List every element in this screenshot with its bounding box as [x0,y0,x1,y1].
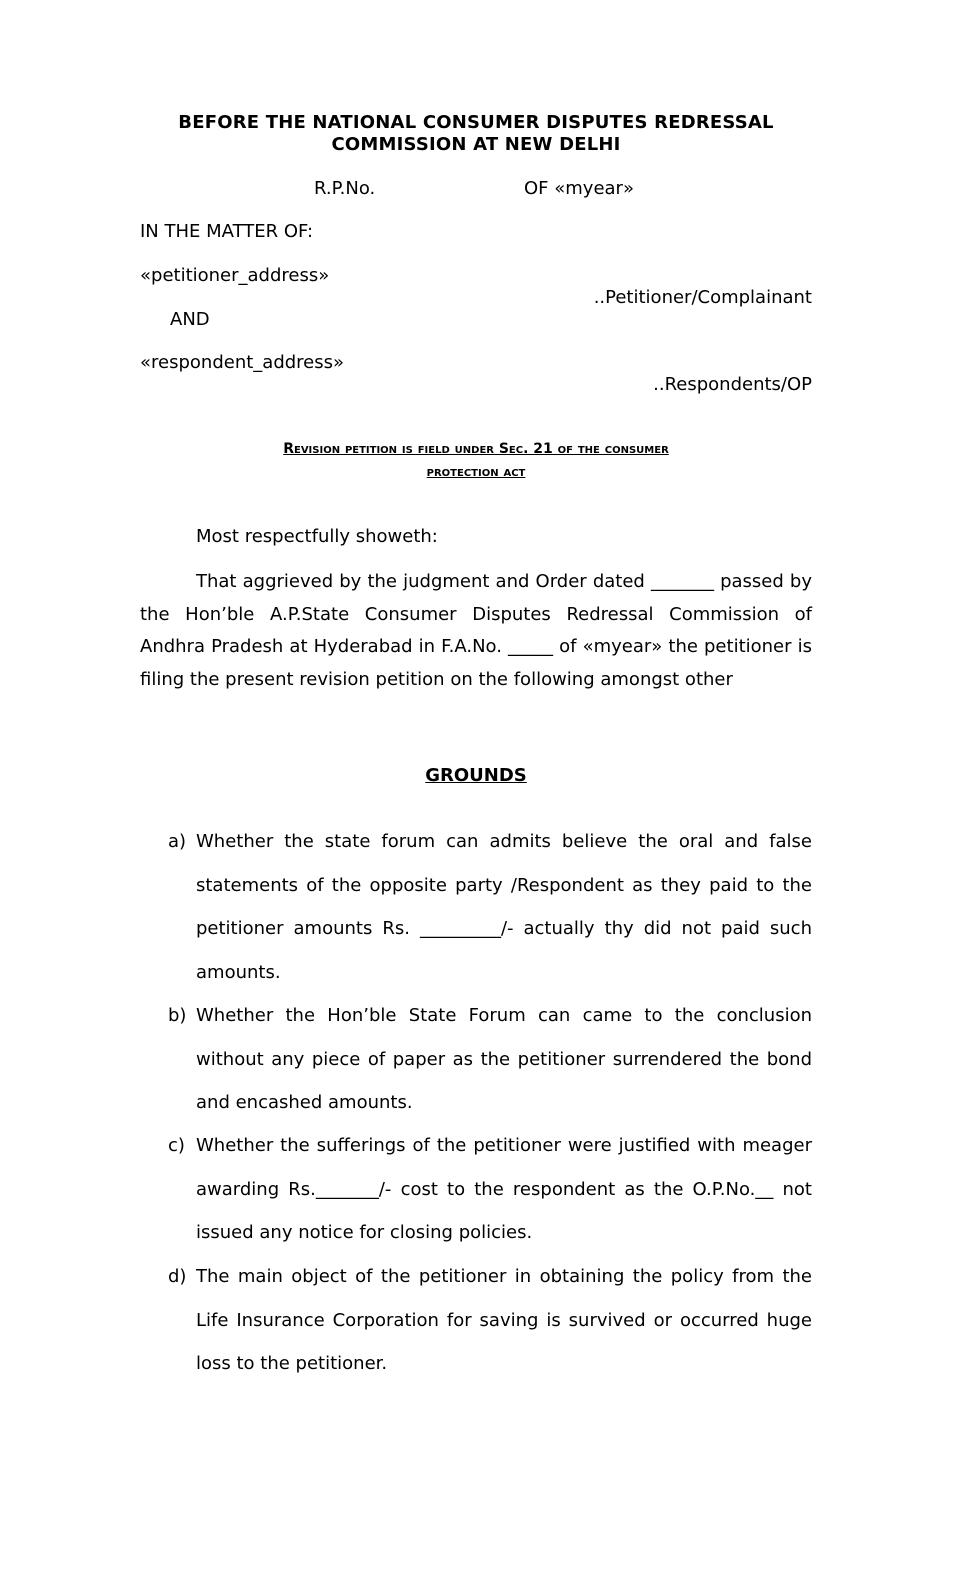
grounds-title: GROUNDS [425,765,527,786]
ground-text: Whether the Hon’ble State Forum can came to the conclusion without any piece of paper as the petitioner surrendered the bond and encashed amounts. [196,1005,812,1113]
matter-label: IN THE MATTER OF: [140,221,314,242]
ground-marker: d) [168,1266,187,1287]
document-page [140,0,812,1580]
respondent-address: «respondent_address» [140,352,345,373]
ground-marker: b) [168,1005,187,1026]
heading-line-2: COMMISSION AT NEW DELHI [331,134,621,155]
and-label: AND [170,309,210,330]
petition-subheading [140,438,812,484]
ground-item [168,1255,812,1386]
ground-text: Whether the state forum can admits believe the oral and false statements of the opposite party /Respondent as they paid to the petitioner amounts Rs. _________/- actually thy did not paid such amounts. [196,831,812,983]
petitioner-address: «petitioner_address» [140,265,330,286]
respondent-role: ..Respondents/OP [653,374,812,395]
ground-item [168,1124,812,1255]
document-heading [140,112,812,156]
heading-line-1: BEFORE THE NATIONAL CONSUMER DISPUTES REDRESSAL [178,112,774,133]
subheading-line-1: Revision petition is field under Sec. 21 of the consumer [283,441,669,457]
ground-item [168,820,812,994]
ground-item [168,994,812,1125]
rp-number-label: R.P.No. [314,178,376,199]
ground-marker: c) [168,1135,185,1156]
ground-text: The main object of the petitioner in obtaining the policy from the Life Insurance Corporation for saving is survived or occurred huge loss to the petitioner. [196,1266,812,1374]
ground-marker: a) [168,831,187,852]
petitioner-role: ..Petitioner/Complainant [593,287,812,308]
ground-text: Whether the sufferings of the petitioner were justified with meager awarding Rs._______/- cost to the respondent as the O.P.No.__ not issued any notice for closing policies. [196,1135,812,1243]
subheading-line-2: protection act [426,464,526,480]
rp-year-label: OF «myear» [524,178,634,199]
body-paragraph: That aggrieved by the judgment and Order dated _______ passed by the Hon’ble A.P.State Consumer Disputes Redressal Commission of Andhra Pradesh at Hyderabad in F.A.No. _____ of «myear» the petitioner is filing the present revision petition on the following amongst other [140,571,812,690]
salutation: Most respectfully showeth: [196,526,438,547]
